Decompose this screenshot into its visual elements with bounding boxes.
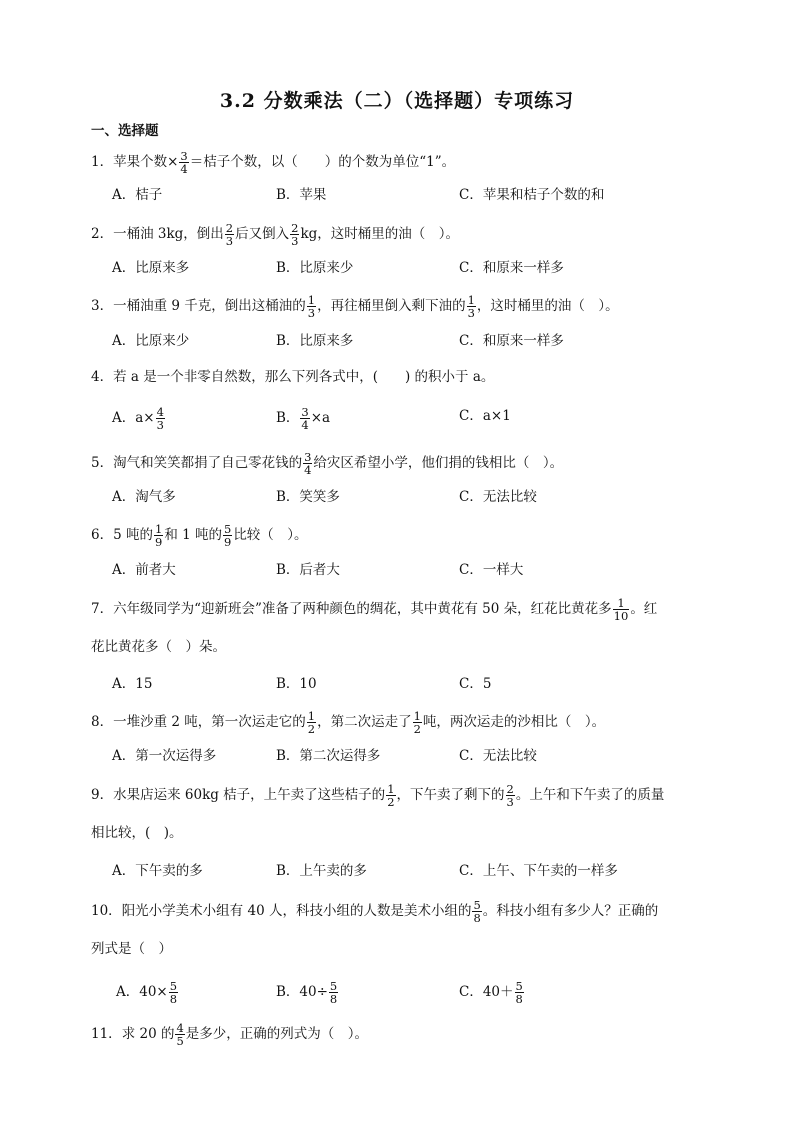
option-b[interactable]: B．40÷ $\frac{5}{8}$: [276, 979, 338, 1006]
question-number: 11．: [91, 1026, 122, 1042]
options-7: [0, 674, 794, 698]
question-9: 9．水果店运来 60kg 桔子，上午卖了这些桔子的 $\frac{1}{2}$ ，下午卖了剩下的 $\frac{2}{3}$ 。上午和下午卖了的质量: [91, 782, 665, 809]
option-a[interactable]: A．前者大: [112, 562, 176, 578]
question-4: 4．若 a 是一个非零自然数，那么下列各式中，( ) 的积小于 a。: [91, 369, 495, 385]
question-6: 6．5 吨的 $\frac{1}{9}$ 和 1 吨的 $\frac{5}{9}$ 比较（ ）。: [91, 522, 308, 549]
option-b[interactable]: B．笑笑多: [276, 489, 340, 505]
question-number: 8．: [91, 714, 114, 730]
fraction: $\frac{2}{3}$: [506, 782, 514, 809]
question-10-continued: 列式是（ ）: [91, 941, 172, 957]
option-a[interactable]: A．a× $\frac{4}{3}$: [112, 405, 164, 432]
question-number: 3．: [91, 298, 114, 314]
options-8: [0, 746, 794, 770]
option-c[interactable]: C．和原来一样多: [459, 260, 564, 276]
question-number: 6．: [91, 527, 114, 543]
option-c[interactable]: C．上午、下午卖的一样多: [459, 863, 618, 879]
fraction: $\frac{1}{2}$: [413, 709, 421, 736]
options-9: [0, 861, 794, 885]
option-a[interactable]: A．桔子: [112, 187, 163, 203]
options-4: [0, 406, 794, 430]
options-1: [0, 185, 794, 209]
options-5: [0, 487, 794, 511]
option-b[interactable]: B． $\frac{3}{4}$ ×a: [276, 405, 331, 432]
option-b[interactable]: B．上午卖的多: [276, 863, 367, 879]
question-number: 9．: [91, 787, 114, 803]
fraction: $\frac{1}{3}$: [307, 293, 316, 320]
question-5: 5．淘气和笑笑都捐了自己零花钱的 $\frac{3}{4}$ 给灾区希望小学，他们捐的钱相比（ ）。: [91, 450, 564, 477]
question-number: 2．: [91, 226, 114, 242]
option-c[interactable]: C．40＋ $\frac{5}{8}$: [459, 979, 523, 1006]
page-title: 3.2 分数乘法（二）（选择题）专项练习: [219, 90, 575, 112]
fraction: $\frac{3}{4}$: [180, 149, 188, 176]
question-text: ＝桔子个数，以（ ）的个数为单位“1”。: [189, 154, 456, 170]
option-c[interactable]: C．无法比较: [459, 748, 537, 764]
option-c[interactable]: C．和原来一样多: [459, 333, 564, 349]
question-number: 7．: [91, 601, 114, 617]
option-b[interactable]: B．苹果: [276, 187, 327, 203]
option-a[interactable]: A．比原来多: [112, 260, 190, 276]
question-8: 8．一堆沙重 2 吨，第一次运走它的 $\frac{1}{2}$ ，第二次运走了 $\frac{1}{2}$ 吨，两次运走的沙相比（ ）。: [91, 709, 606, 736]
fraction: $\frac{1}{9}$: [154, 522, 163, 549]
fraction: $\frac{2}{3}$: [291, 221, 299, 248]
question-11: 11．求 20 的 $\frac{4}{5}$ 是多少，正确的列式为（ ）。: [91, 1021, 369, 1048]
option-c[interactable]: C．一样大: [459, 562, 524, 578]
fraction: $\frac{3}{4}$: [304, 450, 312, 477]
question-number: 1．: [91, 154, 114, 170]
question-3: 3．一桶油重 9 千克，倒出这桶油的 $\frac{1}{3}$ ，再往桶里倒入剩下油的 $\frac{1}{3}$ ，这时桶里的油（ ）。: [91, 293, 619, 320]
question-9-continued: 相比较，( )。: [91, 825, 183, 841]
fraction: $\frac{1}{10}$: [613, 596, 629, 623]
option-b[interactable]: B．比原来多: [276, 333, 354, 349]
option-a[interactable]: A．40× $\frac{5}{8}$: [116, 979, 178, 1006]
fraction: $\frac{1}{2}$: [307, 709, 316, 736]
option-c[interactable]: C．苹果和桔子个数的和: [459, 187, 605, 203]
option-a[interactable]: A．比原来少: [112, 333, 190, 349]
fraction: $\frac{5}{9}$: [223, 522, 232, 549]
fraction: $\frac{5}{8}$: [473, 898, 481, 925]
question-1: [91, 150, 721, 175]
option-c[interactable]: C．a×1: [459, 408, 511, 424]
option-c[interactable]: C．5: [459, 676, 492, 692]
question-number: 4．: [91, 369, 114, 385]
options-2: [0, 258, 794, 282]
options-10: [0, 980, 794, 1004]
options-6: [0, 560, 794, 584]
option-a[interactable]: A．淘气多: [112, 489, 176, 505]
question-7: 7．六年级同学为“迎新班会”准备了两种颜色的绸花，其中黄花有 50 朵，红花比黄花多 $\frac{1}{10}$ 。红: [91, 596, 658, 623]
section-heading: 一、选择题: [91, 123, 159, 139]
question-7-continued: 花比黄花多（ ）朵。: [91, 639, 226, 655]
option-a[interactable]: A．下午卖的多: [112, 863, 203, 879]
question-number: 5．: [91, 455, 114, 471]
fraction: $\frac{4}{5}$: [176, 1021, 184, 1048]
question-2: 2．一桶油 3kg，倒出 $\frac{2}{3}$ 后又倒入 $\frac{2}{3}$ kg，这时桶里的油（ ）。: [91, 221, 460, 248]
fraction: $\frac{1}{3}$: [467, 293, 475, 320]
fraction: $\frac{2}{3}$: [225, 221, 234, 248]
question-number: 10．: [91, 903, 122, 919]
option-b[interactable]: B．比原来少: [276, 260, 354, 276]
question-text: 苹果个数×: [113, 154, 179, 170]
fraction: $\frac{1}{2}$: [387, 782, 395, 809]
option-a[interactable]: A．15: [112, 676, 153, 692]
options-3: [0, 331, 794, 355]
question-10: 10．阳光小学美术小组有 40 人，科技小组的人数是美术小组的 $\frac{5}{8}$ 。科技小组有多少人？正确的: [91, 898, 659, 925]
option-c[interactable]: C．无法比较: [459, 489, 537, 505]
option-a[interactable]: A．第一次运得多: [112, 748, 217, 764]
option-b[interactable]: B．后者大: [276, 562, 340, 578]
option-b[interactable]: B．第二次运得多: [276, 748, 381, 764]
option-b[interactable]: B．10: [276, 676, 317, 692]
